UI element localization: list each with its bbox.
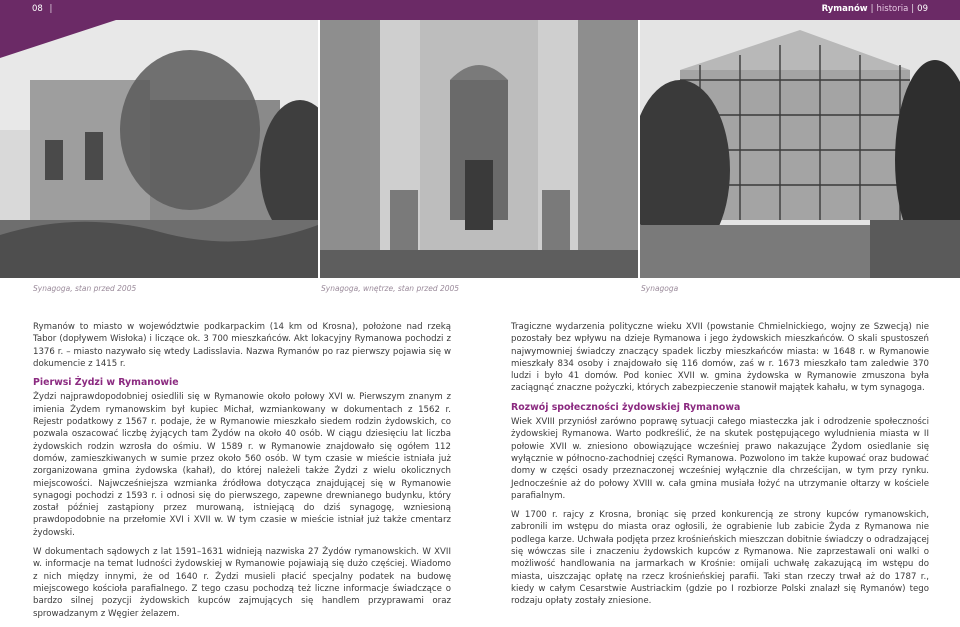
subsection-title: historia xyxy=(876,4,909,14)
photo-synagogue-interior xyxy=(320,20,638,278)
section-heading-first-jews: Pierwsi Żydzi w Rymanowie xyxy=(33,377,179,389)
text-column-left xyxy=(33,321,451,627)
body-paragraph: Wiek XVIII przyniósł zarówno poprawę sytuacji całego miasteczka jak i odrodzenie społeczności żydowskiej Rymanowa. Warto podkreślić, że na skutek postępującego wyludnienia miasta w II połowie XVII w. zniesiono obowiązujące wcześniej prawo nakazujące Żydom osiedlanie się wyłącznie w północno-zachodniej części Rymanowa. Pozwolono im także kupować oraz budować domy w części osady przeznaczonej wcześniej wyłącznie dla chrześcijan, w tym przy rynku. Jednocześnie aż do połowy XVIII w. cała gmina musiała łożyć na utrzymanie ołtarzy w kościele parafialnym. xyxy=(511,417,929,501)
body-paragraph: Żydzi najprawdopodobniej osiedlili się w Rymanowie około połowy XVI w. Pierwszym znanym z imienia Żydem rymanowskim był kupiec Michał, wzmiankowany w dokumentach z 1562 r. Rejestr podatkowy z 1567 r. podaje, że w Rymanowie mieszkało siedem rodzin żydowskich, co pozwala oszacować liczbę żyjących tam Żydów na około 40 osób. W ciągu dziesięciu lat liczba żydowskich rodzin wzrosła do ośmiu. W 1589 r. w Rymanowie znajdowało się ogółem 112 domów, zamieszkiwanych w sumie przez około 560 osób. W tym czasie w mieście istniała już zorganizowana gmina żydowska (kahał), do której należeli także Żydzi z wielu okolicznych miejscowości. Najwcześniejsza wzmianka źródłowa dotycząca znajdującej się w Rymanowie synagogi pochodzi z 1593 r. i odnosi się do pierwszego, zapewne drewnianego budynku, który został później zastąpiony przez murowaną, istniejącą do dziś synagogę, wzniesioną prawdopodobnie na przełomie XVI i XVII w. W tym czasie w mieście istniał już także cmentarz żydowski. xyxy=(33,392,451,538)
body-paragraph: Tragiczne wydarzenia polityczne wieku XVII (powstanie Chmielnickiego, wojny ze Szwecją) nie pozostały bez wpływu na dzieje Rymanowa i jego żydowskich mieszkańców. O skali spustoszeń najwymowniej świadczy znaczący spadek liczby mieszkańców miasta: w 1648 r. w Rymanowie mieszkały 834 osoby i znajdowało się 116 domów, zaś w r. 1673 mieszkało tam zaledwie 370 ludzi i było 41 domów. Pod koniec XVII w. gmina żydowska w Rymanowie zmuszona była zaciągnąć znaczne pożyczki, których zabezpieczenie stanowił majątek kahału, w tym synagoga. xyxy=(511,322,929,394)
photo-caption-3: Synagoga xyxy=(641,284,679,293)
section-heading-development: Rozwój społeczności żydowskiej Rymanowa xyxy=(511,401,741,413)
body-paragraph: W 1700 r. rajcy z Krosna, broniąc się przed konkurencją ze strony kupców rymanowskich, zabronili im wstępu do miasta oraz ogłosili, że ograbienie lub zabicie Żyda z Rymanowa nie podlega karze. Uchwała podjęta przez krośnieńskich mieszczan dobitnie świadczy o odradzającej się wówczas sile i znaczeniu żydowskich kupców z Rymanowa. Nie zaprzestawali oni walki o możliwość handlowania na jarmarkach w Krośnie: omijali uchwałę zakazującą im wstępu do miasta, uiszczając opłatę na rzecz krośnieńskiej parafii. Taki stan rzeczy trwał aż do 1787 r., kiedy w całym Cesarstwie Austriackim (gdzie po I rozbiorze Polski znalazł się Rymanów) tego rodzaju opłaty zostały zniesione. xyxy=(511,510,929,607)
photo-caption-2: Synagoga, wnętrze, stan przed 2005 xyxy=(321,284,460,293)
photo-synagogue-scaffolding xyxy=(640,20,960,278)
photo-synagogue-exterior xyxy=(0,20,318,278)
intro-paragraph: Rymanów to miasto w województwie podkarpackim (14 km od Krosna), położone nad rzeką Tabor (dopływem Wisłoka) i liczące ok. 3 700 mieszkańców. Akt lokacyjny Rymanowa pochodzi z 1376 r. – miasto nazywało się wtedy Ladisslavia. Nazwa Rymanów po raz pierwszy pojawia się w dokumencie z 1415 r. xyxy=(33,322,451,369)
body-paragraph: W dokumentach sądowych z lat 1591–1631 widnieją nazwiska 27 Żydów rymanowskich. W XVII w. informacje na temat ludności żydowskiej w Rymanowie pojawiają się dużo częściej. Wiadomo z nich między innymi, że od 1640 r. Żydzi musieli płacić specjalny podatek na budowę miejscowego kościoła parafialnego. Z tego czasu pochodzą też liczne informacje świadczące o bardzo silnej pozycji żydowskich kupców zajmujących się handlem przyprawami oraz sprowadzanym z Węgier żelazem. xyxy=(33,547,451,619)
page-number-right: 09 xyxy=(917,4,928,14)
page-header-bar: 08 | Rymanów | historia | 09 xyxy=(0,0,960,20)
section-title: Rymanów xyxy=(821,4,868,14)
page-number-left: 08 xyxy=(32,4,43,14)
text-column-right xyxy=(511,321,929,615)
photo-caption-1: Synagoga, stan przed 2005 xyxy=(33,284,137,293)
